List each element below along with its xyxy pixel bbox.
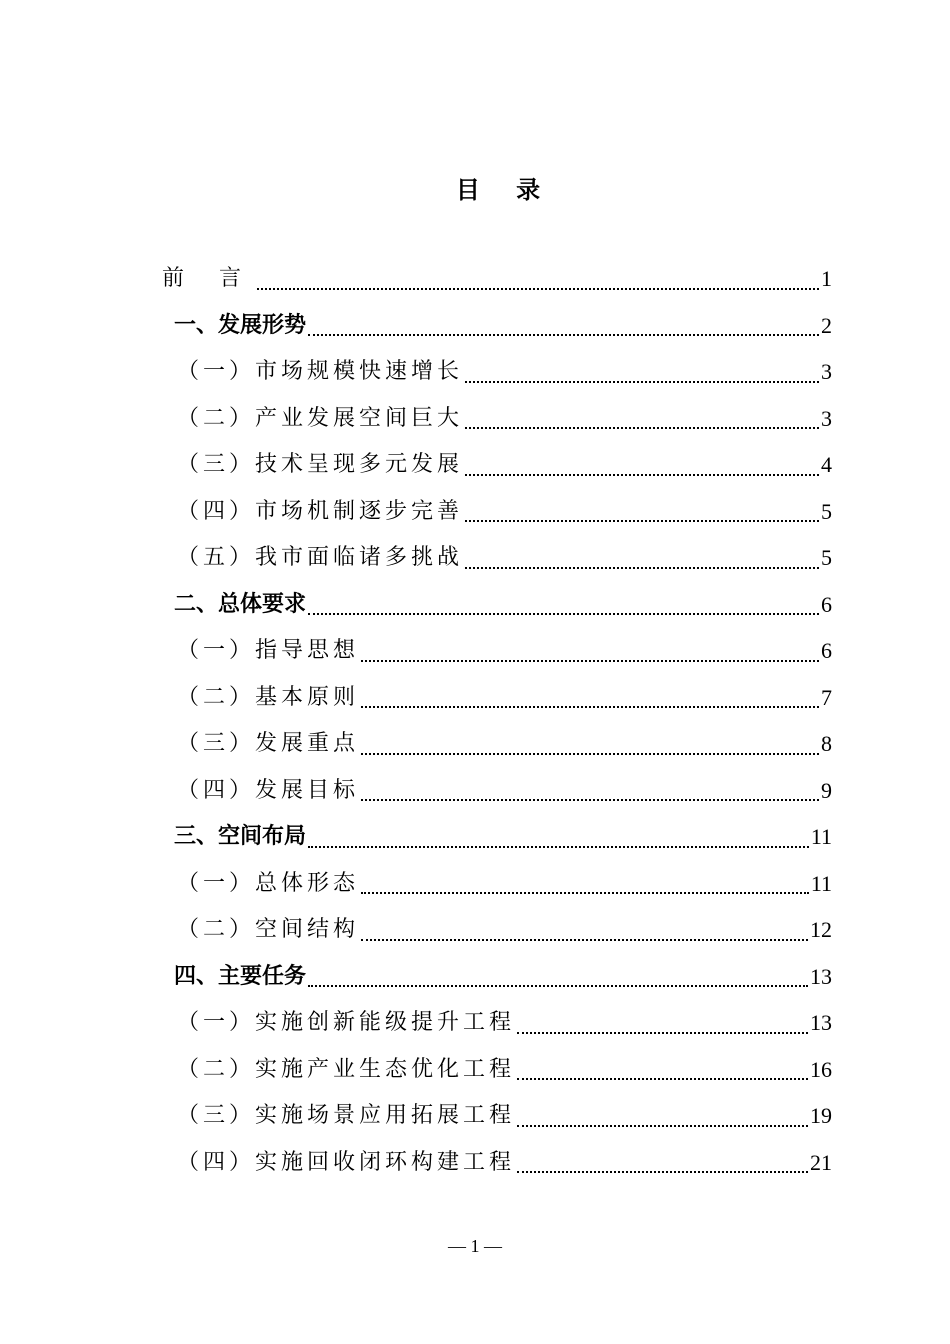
toc-entry[interactable] — [160, 1000, 832, 1047]
toc-entry-label: （二）实施产业生态优化工程 — [177, 1056, 516, 1082]
toc-entry[interactable] — [160, 582, 832, 629]
toc-entry[interactable] — [160, 768, 832, 815]
toc-entry[interactable] — [160, 442, 832, 489]
toc-entry-label: （一）指导思想 — [177, 638, 360, 663]
dot-leader — [361, 660, 819, 662]
dot-leader — [308, 613, 819, 615]
dot-leader — [308, 985, 808, 987]
dot-leader — [465, 520, 819, 522]
dot-leader — [465, 427, 819, 429]
toc-entry-page: 11 — [810, 824, 832, 849]
toc-entry[interactable] — [160, 349, 832, 396]
toc-entry-page: 12 — [810, 917, 832, 942]
dot-leader — [517, 1078, 808, 1080]
toc-entry-label: （三）发展重点 — [177, 731, 360, 756]
dot-leader — [465, 567, 819, 569]
toc-entry-label: （二）基本原则 — [177, 684, 360, 710]
toc-entry-label: 前 言 — [162, 266, 255, 291]
toc-entry-page: 5 — [821, 498, 832, 524]
dot-leader — [257, 288, 819, 290]
dot-leader — [361, 799, 819, 801]
dot-leader — [308, 846, 809, 848]
toc-entry[interactable] — [160, 675, 832, 722]
toc-entry-label: 一、发展形势 — [174, 312, 307, 338]
dot-leader — [361, 706, 819, 708]
toc-entry-page: 6 — [821, 591, 832, 617]
dot-leader — [361, 753, 819, 755]
toc-entry-page: 8 — [821, 731, 832, 756]
page-number-footer: — 1 — — [448, 1236, 502, 1256]
toc-entry-page: 2 — [821, 312, 832, 338]
toc-entry[interactable] — [160, 907, 832, 954]
toc-entry[interactable] — [160, 721, 832, 768]
toc-entry-label: （五）我市面临诸多挑战 — [177, 545, 464, 570]
dot-leader — [517, 1032, 808, 1034]
toc-entry[interactable] — [160, 1140, 832, 1187]
dot-leader — [517, 1125, 808, 1127]
toc-entry-label: （一）总体形态 — [177, 870, 360, 896]
toc-entry[interactable] — [160, 1047, 832, 1094]
toc-entry-page: 7 — [821, 684, 832, 710]
toc-entry-page: 4 — [821, 452, 832, 477]
toc-entry[interactable] — [160, 954, 832, 1001]
toc-entry-label: （四）发展目标 — [177, 777, 360, 803]
toc-entry-page: 3 — [821, 359, 832, 384]
toc-entry-page: 3 — [821, 405, 832, 431]
toc-entry[interactable] — [160, 256, 832, 303]
dot-leader — [517, 1171, 808, 1173]
toc-entry-label: 二、总体要求 — [174, 591, 307, 617]
toc-entry-label: 四、主要任务 — [174, 963, 307, 989]
toc-title: 目 录 — [455, 176, 555, 204]
toc-entry-page: 9 — [821, 777, 832, 803]
toc-entry[interactable] — [160, 1093, 832, 1140]
toc-entry[interactable] — [160, 396, 832, 443]
dot-leader — [361, 892, 809, 894]
toc-entry-label: （三）实施场景应用拓展工程 — [177, 1103, 516, 1128]
toc-entry-label: （一）实施创新能级提升工程 — [177, 1010, 516, 1035]
toc-entry-page: 13 — [810, 963, 832, 989]
dot-leader — [308, 334, 819, 336]
dot-leader — [465, 474, 819, 476]
dot-leader — [465, 381, 819, 383]
toc-entry[interactable] — [160, 489, 832, 536]
toc-entry-label: （四）市场机制逐步完善 — [177, 498, 464, 524]
toc-entry[interactable] — [160, 535, 832, 582]
table-of-contents — [160, 256, 832, 1186]
toc-entry[interactable] — [160, 303, 832, 350]
toc-entry-label: （二）空间结构 — [177, 917, 360, 942]
toc-entry-page: 5 — [821, 545, 832, 570]
toc-entry-page: 13 — [810, 1010, 832, 1035]
toc-entry-page: 21 — [810, 1149, 832, 1175]
toc-entry-label: （二）产业发展空间巨大 — [177, 405, 464, 431]
toc-entry-page: 11 — [810, 870, 832, 896]
toc-entry-label: （四）实施回收闭环构建工程 — [177, 1149, 516, 1175]
toc-entry-label: （三）技术呈现多元发展 — [177, 452, 464, 477]
toc-entry-page: 1 — [821, 266, 832, 291]
toc-entry-label: 三、空间布局 — [174, 824, 307, 849]
toc-entry-label: （一）市场规模快速增长 — [177, 359, 464, 384]
toc-entry[interactable] — [160, 861, 832, 908]
toc-entry[interactable] — [160, 814, 832, 861]
dot-leader — [361, 939, 808, 941]
toc-entry-page: 19 — [810, 1103, 832, 1128]
toc-entry[interactable] — [160, 628, 832, 675]
toc-entry-page: 16 — [810, 1056, 832, 1082]
toc-entry-page: 6 — [821, 638, 832, 663]
